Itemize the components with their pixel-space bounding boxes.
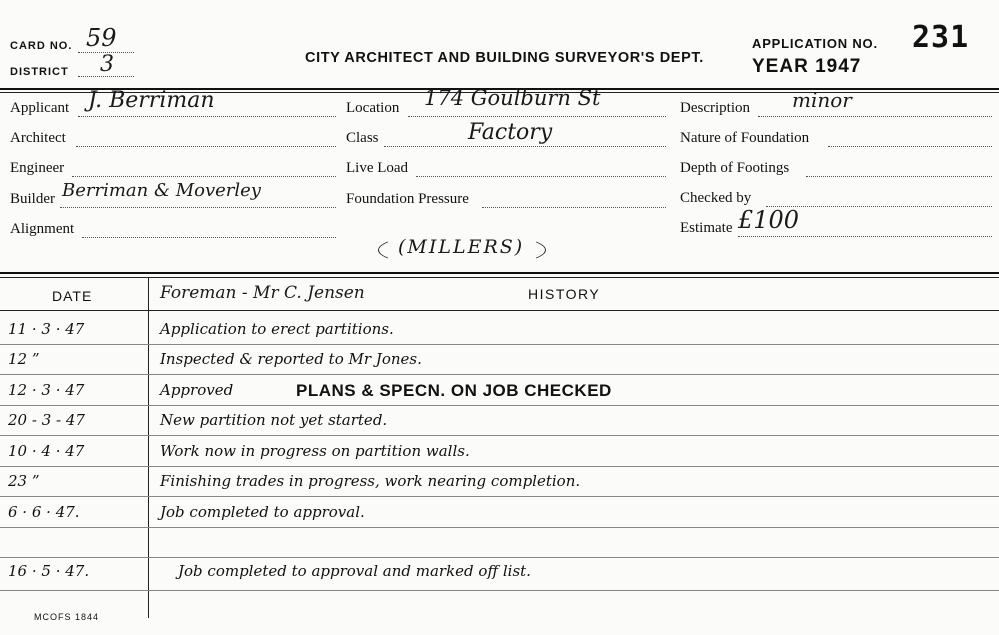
history-text: Finishing trades in progress, work nearing completion. xyxy=(160,472,581,490)
depth-footings-label: Depth of Footings xyxy=(680,160,790,176)
history-row xyxy=(0,562,999,592)
history-text: New partition not yet started. xyxy=(160,411,388,429)
history-text: Approved xyxy=(160,381,234,399)
history-date: 11 · 3 · 47 xyxy=(8,320,85,338)
history-text: Application to erect partitions. xyxy=(160,320,394,338)
history-rule-top-inner xyxy=(0,277,999,278)
history-row xyxy=(0,381,999,411)
description-label: Description xyxy=(680,100,750,116)
applicant-line xyxy=(78,116,336,117)
foreman-note: Foreman - Mr C. Jensen xyxy=(160,283,365,303)
engineer-label: Engineer xyxy=(10,160,65,176)
row-rule xyxy=(0,466,999,467)
row-rule xyxy=(0,374,999,375)
row-rule xyxy=(0,557,999,558)
history-date: 12 ” xyxy=(8,350,40,368)
history-rule-top xyxy=(0,272,999,274)
application-label: APPLICATION NO. xyxy=(752,36,878,51)
estimate-value: £100 xyxy=(738,206,800,234)
alignment-line xyxy=(82,237,336,238)
row-rule xyxy=(0,527,999,528)
district-line xyxy=(78,76,134,77)
date-column-header: DATE xyxy=(52,288,93,304)
district-label: DISTRICT xyxy=(10,66,69,78)
engineer-line xyxy=(72,176,336,177)
live-load-line xyxy=(416,176,666,177)
class-label: Class xyxy=(346,130,379,146)
history-date: 10 · 4 · 47 xyxy=(8,442,85,460)
estimate-label: Estimate xyxy=(680,220,733,236)
history-row xyxy=(0,442,999,472)
application-number: 231 xyxy=(912,20,970,55)
architect-line xyxy=(76,146,336,147)
history-row xyxy=(0,503,999,533)
history-row xyxy=(0,411,999,441)
history-date: 6 · 6 · 47. xyxy=(8,503,80,521)
class-line xyxy=(384,146,666,147)
location-line xyxy=(408,116,666,117)
class-value: Factory xyxy=(468,120,553,145)
history-row xyxy=(0,320,999,350)
location-value: 174 Goulburn St xyxy=(424,86,601,110)
nature-foundation-label: Nature of Foundation xyxy=(680,130,810,146)
history-text: Job completed to approval. xyxy=(160,503,365,521)
card-no-value: 59 xyxy=(86,24,117,52)
description-line xyxy=(758,116,992,117)
year-label: YEAR 1947 xyxy=(752,56,862,77)
history-column-header: HISTORY xyxy=(528,286,601,302)
history-text: Inspected & reported to Mr Jones. xyxy=(160,350,422,368)
location-label: Location xyxy=(346,100,400,116)
checked-by-line xyxy=(766,206,992,207)
applicant-value: J. Berriman xyxy=(88,88,215,113)
department-title: CITY ARCHITECT AND BUILDING SURVEYOR'S DEPT. xyxy=(305,50,704,66)
history-date: 23 ” xyxy=(8,472,40,490)
estimate-line xyxy=(738,236,992,237)
description-value: minor xyxy=(792,88,852,112)
live-load-label: Live Load xyxy=(346,160,409,176)
nature-foundation-line xyxy=(828,146,992,147)
row-rule xyxy=(0,496,999,497)
builder-line xyxy=(60,207,336,208)
history-row xyxy=(0,533,999,563)
form-code: MCOFS 1844 xyxy=(34,612,100,622)
applicant-label: Applicant xyxy=(10,100,70,116)
card-no-label: CARD NO. xyxy=(10,40,73,52)
history-row xyxy=(0,472,999,502)
history-row xyxy=(0,350,999,380)
architect-label: Architect xyxy=(10,130,66,146)
district-value: 3 xyxy=(100,52,114,77)
history-date: 12 · 3 · 47 xyxy=(8,381,85,399)
history-text: Work now in progress on partition walls. xyxy=(160,442,470,460)
row-rule xyxy=(0,344,999,345)
row-rule xyxy=(0,435,999,436)
millers-note: (MILLERS) xyxy=(398,236,525,258)
history-date: 16 · 5 · 47. xyxy=(8,562,90,580)
depth-footings-line xyxy=(806,176,992,177)
history-text: Job completed to approval and marked off list. xyxy=(178,562,531,580)
approval-stamp: PLANS & SPECN. ON JOB CHECKED xyxy=(296,381,612,400)
foundation-pressure-label: Foundation Pressure xyxy=(346,191,469,207)
builder-label: Builder xyxy=(10,191,55,207)
history-date: 20 - 3 - 47 xyxy=(8,411,85,429)
history-header-rule xyxy=(0,310,999,311)
checked-by-label: Checked by xyxy=(680,190,752,206)
alignment-label: Alignment xyxy=(10,221,75,237)
row-rule xyxy=(0,405,999,406)
builder-value: Berriman & Moverley xyxy=(62,180,261,201)
row-rule xyxy=(0,590,999,591)
foundation-pressure-line xyxy=(482,207,666,208)
